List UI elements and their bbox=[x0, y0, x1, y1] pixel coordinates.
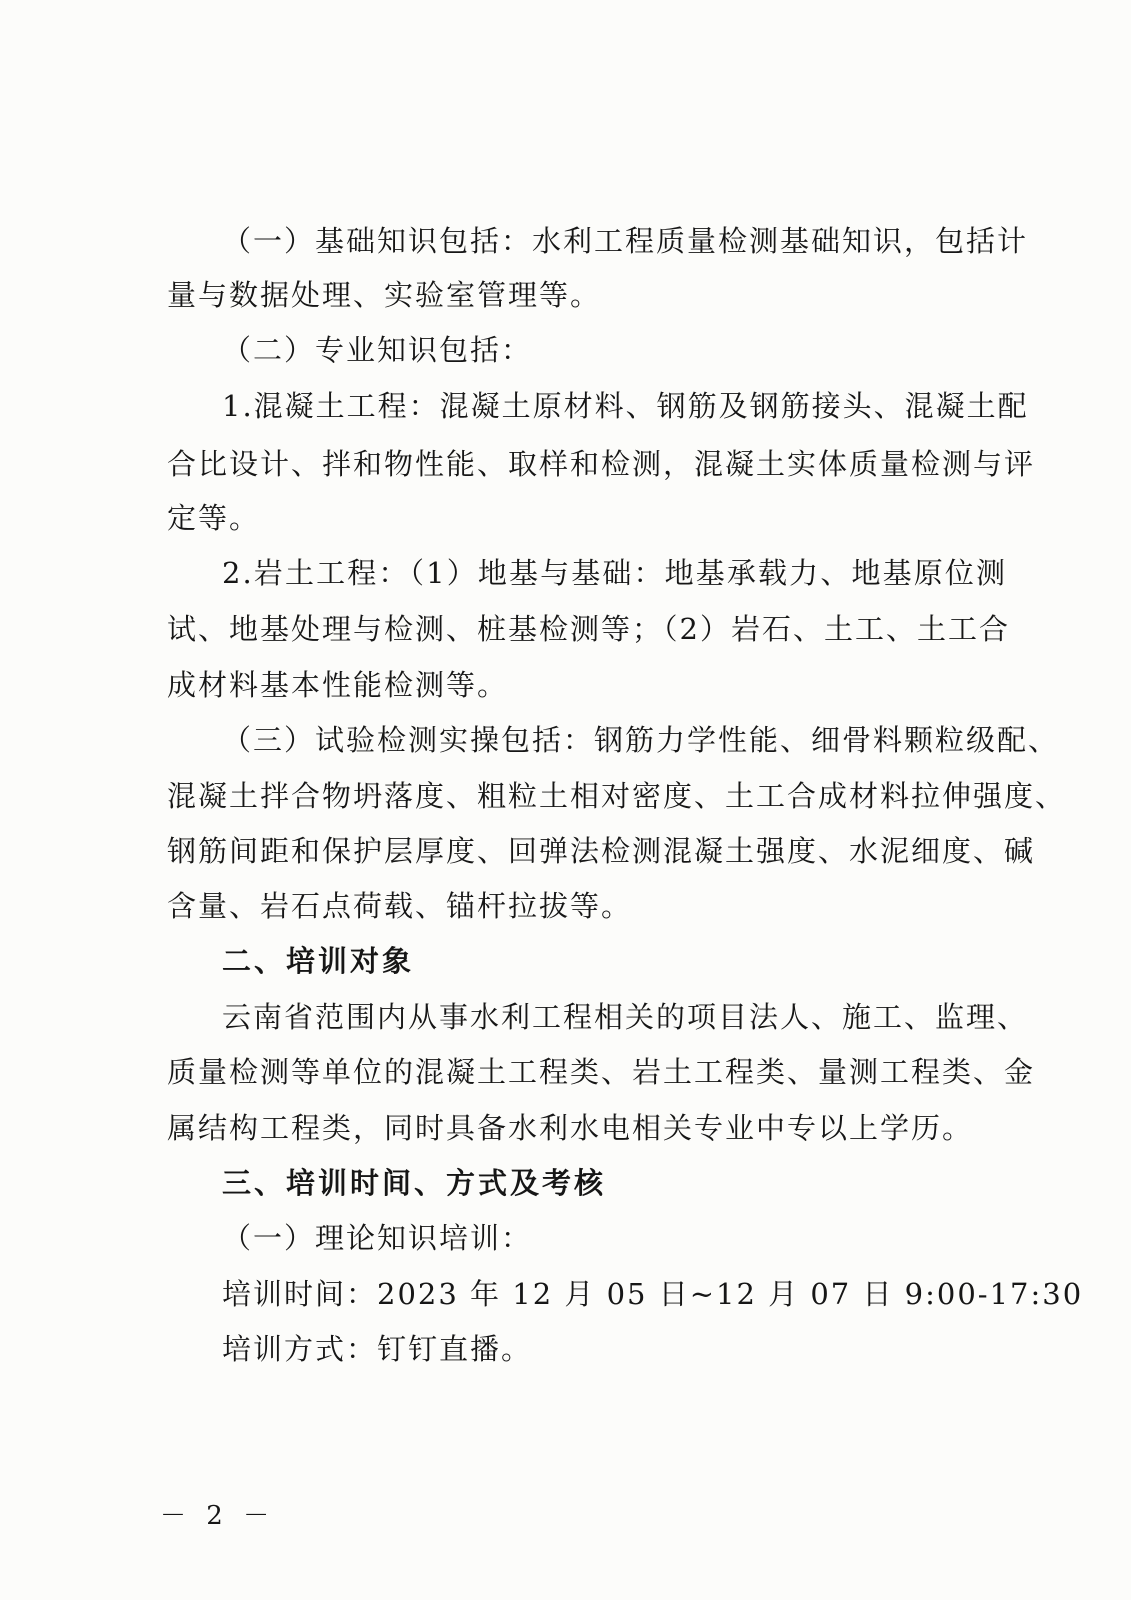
paragraph-training-target: 云南省范围内从事水利工程相关的项目法人、施工、监理、 bbox=[222, 1000, 1029, 1034]
paragraph-line: 含量、岩石点荷载、锚杆拉拔等。 bbox=[167, 889, 633, 923]
paragraph-line: 钢筋间距和保护层厚度、回弹法检测混凝土强度、水泥细度、碱 bbox=[167, 834, 1036, 868]
paragraph-line: 试、地基处理与检测、桩基检测等；（2）岩石、土工、土工合 bbox=[167, 612, 1010, 646]
training-method-line: 培训方式：钉钉直播。 bbox=[222, 1332, 533, 1366]
subheading-professional-knowledge: （二）专业知识包括： bbox=[222, 333, 533, 367]
paragraph-basic-knowledge: （一）基础知识包括：水利工程质量检测基础知识，包括计 bbox=[222, 224, 1029, 258]
section-heading-training-target: 二、培训对象 bbox=[222, 944, 415, 978]
page-number: － 2 － bbox=[160, 1501, 276, 1531]
paragraph-line: 定等。 bbox=[167, 501, 261, 535]
paragraph-line: 成材料基本性能检测等。 bbox=[167, 668, 509, 702]
paragraph-line: 质量检测等单位的混凝土工程类、岩土工程类、量测工程类、金 bbox=[167, 1055, 1036, 1089]
subheading-theory-training: （一）理论知识培训： bbox=[222, 1221, 533, 1255]
training-time-line: 培训时间：2023 年 12 月 05 日~12 月 07 日 9:00-17:30 bbox=[222, 1277, 1084, 1311]
paragraph-line: 混凝土拌合物坍落度、粗粒土相对密度、土工合成材料拉伸强度、 bbox=[167, 779, 1067, 813]
paragraph-line: 合比设计、拌和物性能、取样和检测，混凝土实体质量检测与评 bbox=[167, 447, 1036, 481]
paragraph-line: 量与数据处理、实验室管理等。 bbox=[167, 278, 602, 312]
paragraph-concrete-engineering: 1.混凝土工程：混凝土原材料、钢筋及钢筋接头、混凝土配 bbox=[222, 389, 1029, 423]
section-heading-training-time: 三、培训时间、方式及考核 bbox=[222, 1166, 607, 1200]
paragraph-practical-tests: （三）试验检测实操包括：钢筋力学性能、细骨料颗粒级配、 bbox=[222, 723, 1060, 757]
paragraph-line: 属结构工程类，同时具备水利水电相关专业中专以上学历。 bbox=[167, 1111, 974, 1145]
paragraph-geotechnical-engineering: 2.岩土工程：（1）地基与基础：地基承载力、地基原位测 bbox=[222, 556, 1007, 590]
